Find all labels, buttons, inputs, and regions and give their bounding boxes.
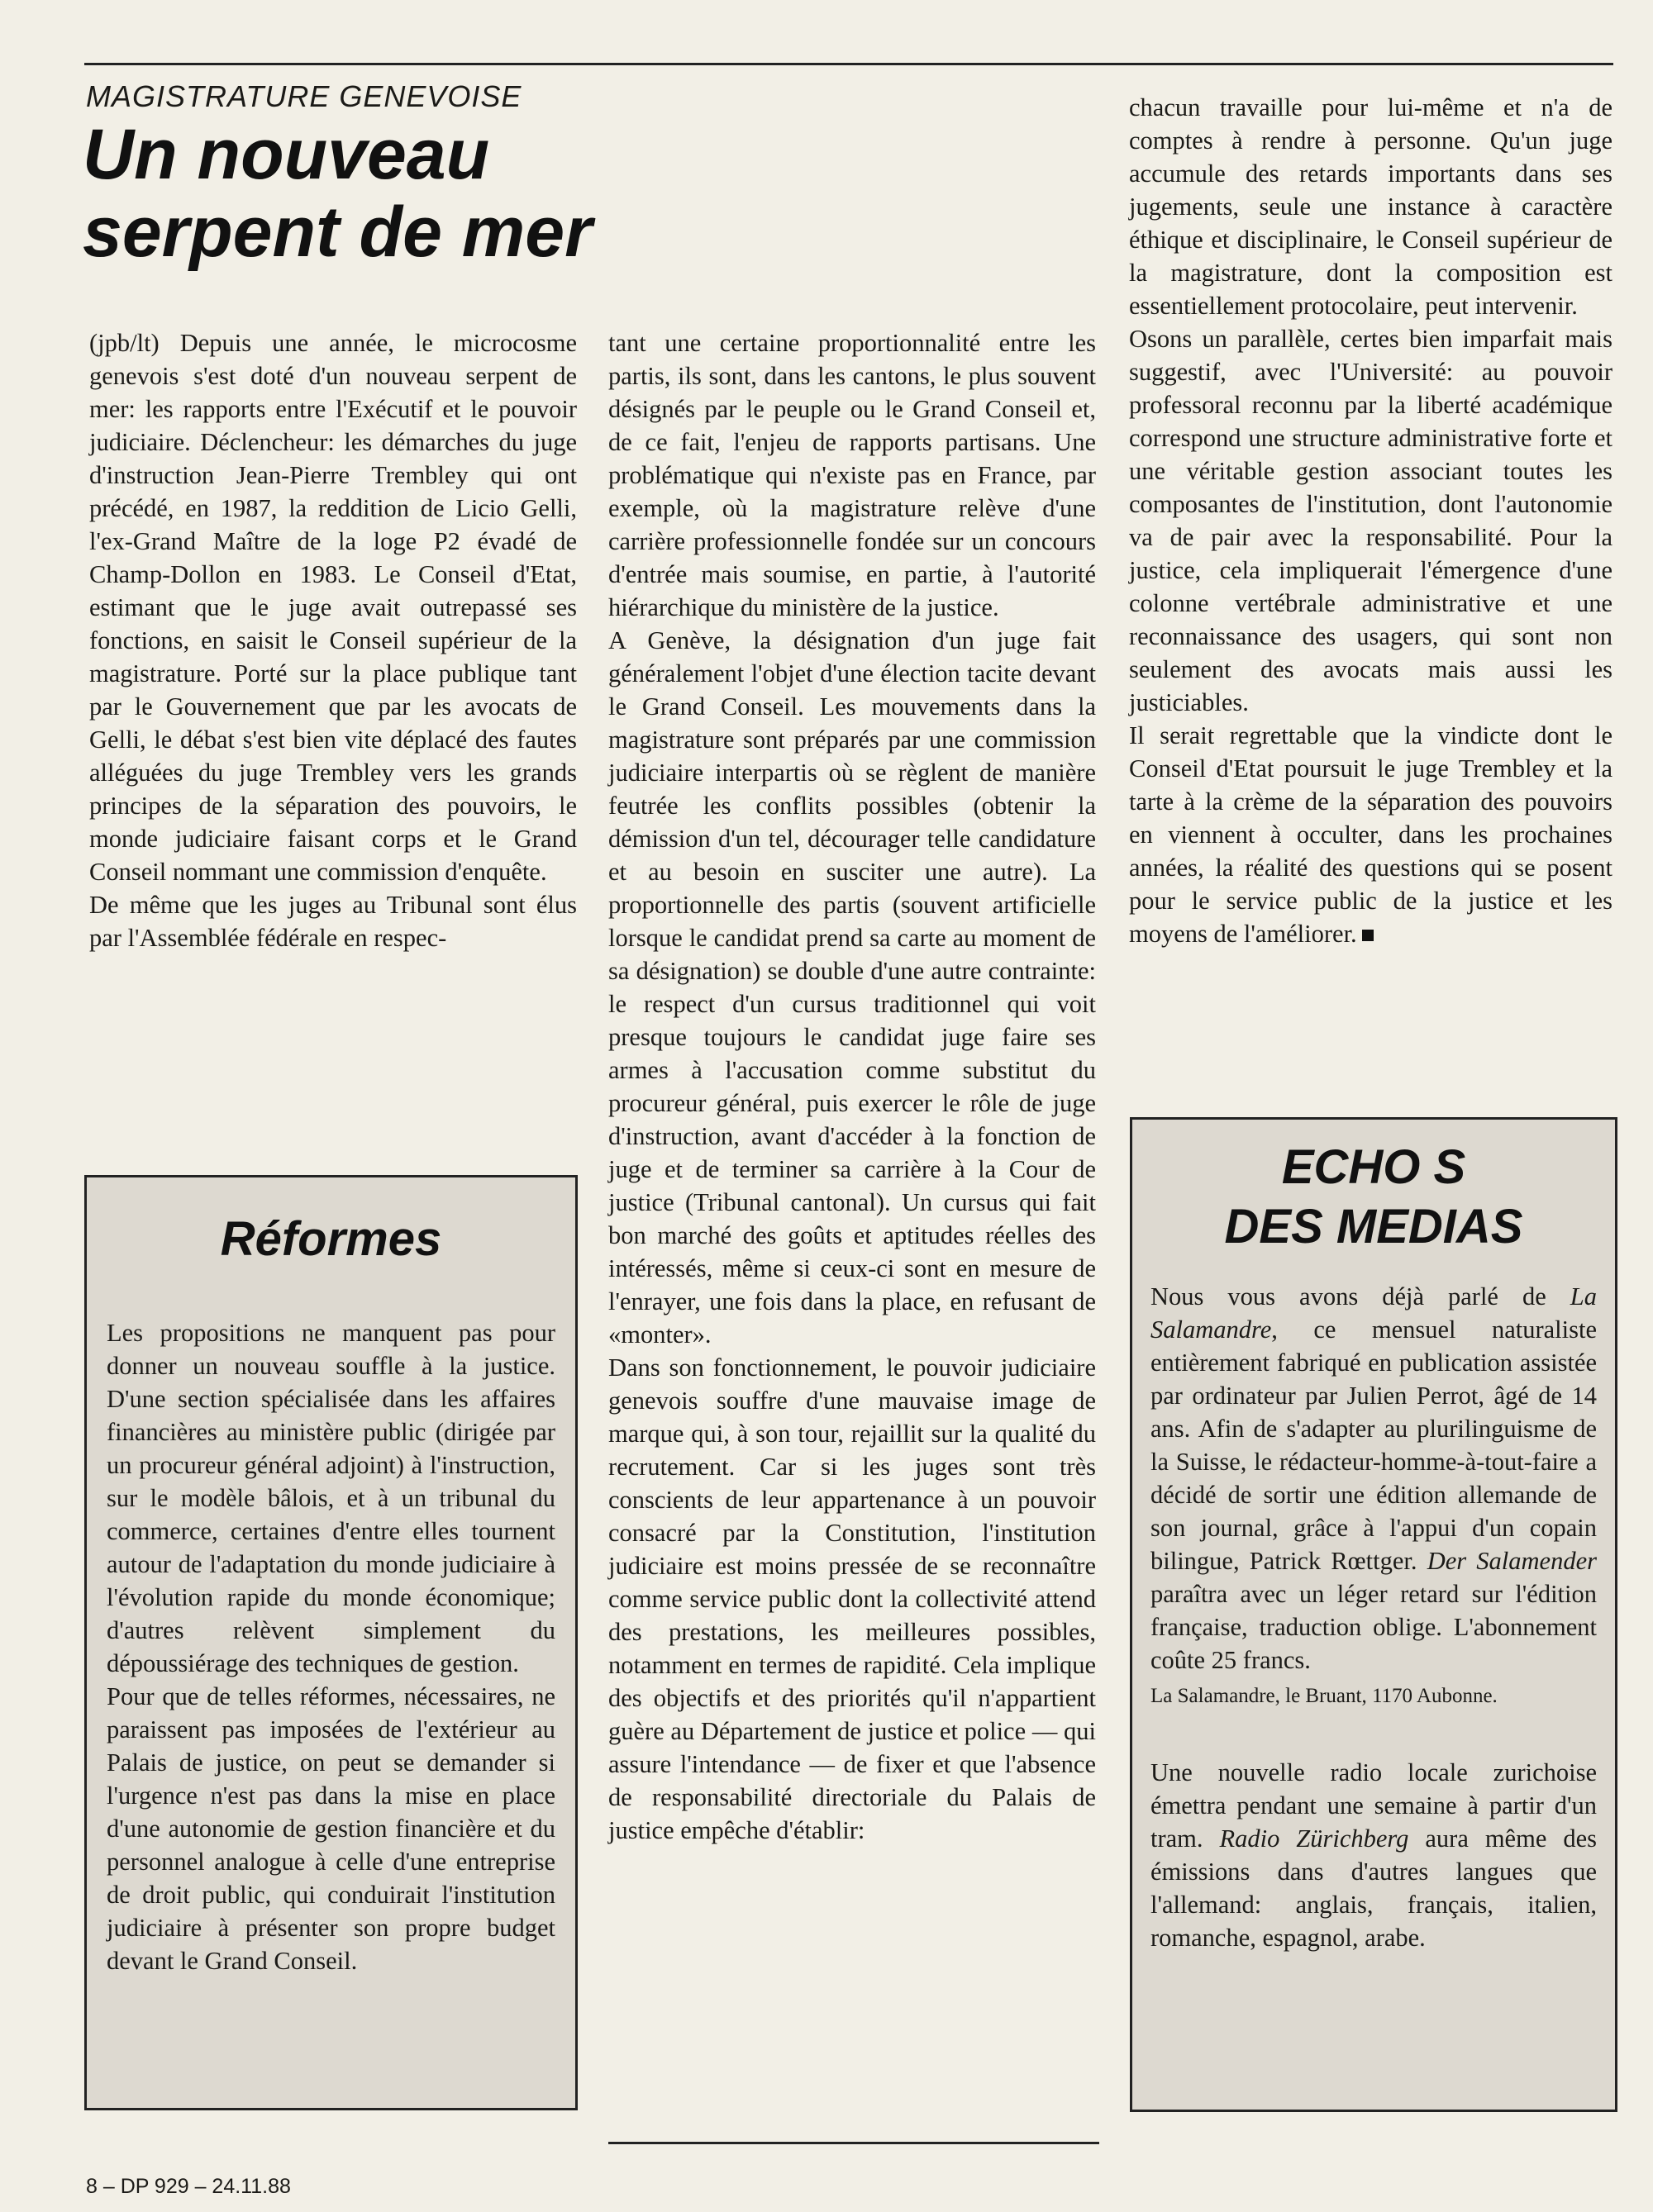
column-end-rule	[608, 2142, 1099, 2144]
reformes-paragraph: Pour que de telles réformes, nécessaires, ne paraissent pas imposées de l'extérieur au Palais de justice, on peut se demander si l'urgence n'est pas dans la mise en place d'une autonomie de gestion financière et du personnel analogue à celle d'une entreprise de droit public, qui conduirait l'institution judiciaire à présenter son propre budget devant le Grand Conseil.	[107, 1682, 555, 1975]
article-paragraph: Osons un parallèle, certes bien imparfait mais suggestif, avec l'Université: au pouvoir professoral reconnu par la liberté académique correspond une structure administrative forte et une véritable gestion associant toutes les composantes de l'institution, dont l'autonomie va de pair avec la responsabilité. Pour la justice, cela impliquerait l'émergence d'une colonne vertébrale administrative et une reconnaissance des usagers, qui sont non seulement des avocats mais aussi les justiciables.	[1129, 325, 1613, 716]
article-paragraph: Dans son fonctionnement, le pouvoir judiciaire genevois souffre d'une mauvaise image de marque qui, à son tour, rejaillit sur la qualité du recrutement. Car si les juges sont très conscients de leur appartenance à un pouvoir consacré par la Constitution, l'institution judiciaire est moins pressée de se reconnaître comme service public dont la collectivité attend des prestations, les meilleures possibles, notamment en termes de rapidité. Cela implique des objectifs et des priorités qu'il n'appartient guère au Département de justice et police — qui assure l'intendance — de fixer et que l'absence de responsabilité directoriale du Palais de justice empêche d'établir:	[608, 1353, 1096, 1844]
echos-title	[1150, 1138, 1597, 1257]
article-column-2	[608, 326, 1096, 1847]
echos-title-line-2: DES MEDIAS	[1224, 1200, 1523, 1253]
page-footer: 8 – DP 929 – 24.11.88	[86, 2175, 291, 2198]
reformes-paragraph: Les propositions ne manquent pas pour donner un nouveau souffle à la justice. D'une section spécialisée dans les affaires financières au ministère public (dirigée par un procureur général adjoint) à l'instruction, sur le modèle bâlois, et à un tribunal du commerce, certaines d'entre elles tournent autour de l'adaptation du monde judiciaire à l'évolution rapide du monde économique; d'autres relèvent simplement du dépoussiérage des techniques de gestion.	[107, 1319, 555, 1677]
article-paragraph: A Genève, la désignation d'un juge fait généralement l'objet d'une élection tacite devant le Grand Conseil. Les mouvements dans la magistrature sont préparés par une commission judiciaire interpartis où se règlent de manière feutrée les conflits possibles (obtenir la démission d'un tel, décourager telle candidature et au besoin en susciter une autre). La proportionnelle des partis (souvent artificielle lorsque le candidat prend sa carte au moment de sa désignation) se double d'une autre contrainte: le respect d'un cursus traditionnel qui voit presque toujours le candidat juge faire ses armes à l'accusation comme substitut du procureur général, puis exercer le rôle de juge d'instruction, avant d'accéder à la fonction de juge et de terminer sa carrière à la Cour de justice (Tribunal cantonal). Un cursus qui fait bon marché des goûts et aptitudes réelles des intéressés, même si ceux-ci sont en mesure de l'enrayer, une fois dans la place, en refusant de «monter».	[608, 626, 1096, 1349]
echos-item-salamandre: Nous vous avons déjà parlé de La Salamandre, ce mensuel naturaliste entièrement fabriqué en publication assistée par ordinateur par Julien Perrot, âgé de 14 ans. Afin de s'adapter au plurilinguisme de la Suisse, le rédacteur-homme-à-tout-faire a décidé de sortir une édition allemande de son journal, grâce à l'appui d'un copain bilingue, Patrick Rœttger. Der Salamender paraîtra avec un léger retard sur l'édition française, traduction oblige. L'abonnement coûte 25 francs.	[1150, 1282, 1597, 1674]
article-paragraph: tant une certaine proportionnalité entre les partis, ils sont, dans les cantons, le plus souvent désignés par le peuple ou le Grand Conseil et, de ce fait, l'enjeu de rapports partisans. Une problématique qui n'existe pas en France, par exemple, où la magistrature relève d'une carrière professionnelle fondée sur un concours d'entrée mais soumise, en partie, à l'autorité hiérarchique du ministère de la justice.	[608, 329, 1096, 621]
echos-address: La Salamandre, le Bruant, 1170 Aubonne.	[1150, 1685, 1498, 1707]
article-column-1	[89, 326, 577, 954]
reformes-title: Réformes	[220, 1212, 442, 1266]
publication-title: La Salamandre	[1150, 1282, 1597, 1344]
reformes-sidebar-box	[84, 1175, 578, 2110]
station-name: Radio Zürichberg	[1219, 1824, 1409, 1853]
article-paragraph: (jpb/lt) Depuis une année, le microcosme genevois s'est doté d'un nouveau serpent de mer: les rapports entre l'Exécutif et le pouvoir judiciaire. Déclencheur: les démarches du juge d'instruction Jean-Pierre Trembley qui ont précédé, en 1987, la reddition de Licio Gelli, l'ex-Grand Maître de la loge P2 évadé de Champ-Dollon en 1983. Le Conseil d'Etat, estimant que le juge avait outrepassé ses fonctions, en saisit le Conseil supérieur de la magistrature. Porté sur la place publique tant par le Gouvernement que par les avocats de Gelli, le débat s'est bien vite déplacé des fautes alléguées du juge Trembley vers les grands principes de la séparation des pouvoirs, le monde judiciaire faisant corps et le Grand Conseil nommant une commission d'enquête.	[89, 329, 577, 886]
article-paragraph-last: Il serait regrettable que la vindicte dont le Conseil d'Etat poursuit le juge Trembley et la tarte à la crème de la séparation des pouvoirs en viennent à occulter, dans les prochaines années, la réalité des questions qui se posent pour le service public de la justice et les moyens de l'améliorer.	[1129, 721, 1613, 948]
article-paragraph: chacun travaille pour lui-même et n'a de comptes à rendre à personne. Qu'un juge accumule des retards importants dans ses jugements, seule une instance à caractère éthique et disciplinaire, le Conseil supérieur de la magistrature, dont la composition est essentiellement protocolaire, peut intervenir.	[1129, 93, 1613, 320]
article-headline: Un nouveau serpent de mer	[83, 115, 593, 272]
echos-text	[1150, 1280, 1597, 1954]
end-of-article-mark	[1362, 930, 1374, 941]
section-kicker: MAGISTRATURE GENEVOISE	[86, 79, 522, 113]
publication-title: Der Salamender	[1427, 1547, 1597, 1575]
echos-sidebar-box	[1130, 1117, 1617, 2112]
echos-title-line-1: ECHO S	[1281, 1140, 1466, 1194]
top-rule	[84, 63, 1613, 65]
article-paragraph: De même que les juges au Tribunal sont élus par l'Assemblée fédérale en respec-	[89, 891, 577, 952]
reformes-text	[107, 1316, 555, 1977]
echos-item-radio: Une nouvelle radio locale zurichoise émettra pendant une semaine à partir d'un tram. Radio Zürichberg aura même des émissions dans d'autres langues que l'allemand: anglais, français, italien, romanche, espagnol, arabe.	[1150, 1758, 1597, 1952]
article-column-3	[1129, 91, 1613, 950]
